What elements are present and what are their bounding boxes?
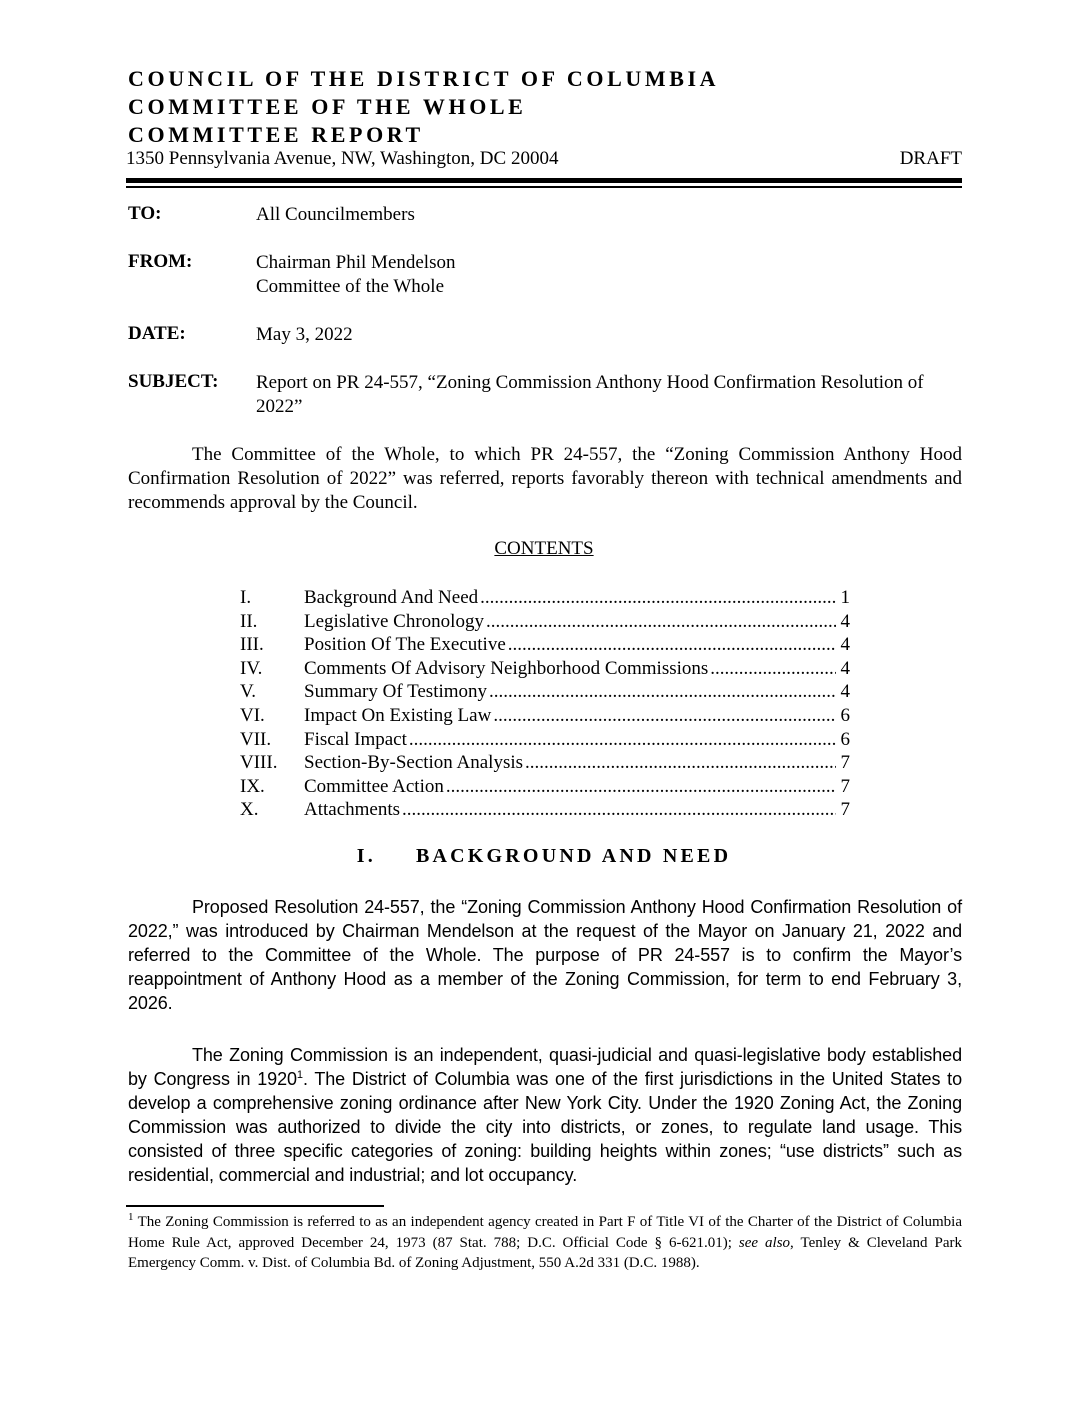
table-of-contents xyxy=(240,586,850,822)
toc-leader xyxy=(525,751,836,775)
toc-page: 4 xyxy=(840,610,850,632)
toc-page: 4 xyxy=(840,681,850,703)
paragraph-text: The Zoning Commission is an independent, quasi-judicial and quasi-legislative body established by Congress in 1920 xyxy=(128,1045,962,1089)
toc-page: 4 xyxy=(840,657,850,679)
section-number: I. xyxy=(356,845,376,867)
toc-title: Fiscal Impact xyxy=(304,728,407,750)
toc-leader xyxy=(486,610,836,634)
council-title: COUNCIL OF THE DISTRICT OF COLUMBIA xyxy=(128,66,720,91)
draft-label: DRAFT xyxy=(899,148,962,169)
toc-number: V. xyxy=(240,681,257,703)
date-value: May 3, 2022 xyxy=(256,324,353,345)
toc-page: 7 xyxy=(840,775,850,797)
toc-number: IV. xyxy=(240,657,263,679)
toc-title: Summary Of Testimony xyxy=(304,681,488,703)
to-value: All Councilmembers xyxy=(256,204,415,225)
report-title: COMMITTEE REPORT xyxy=(128,122,424,147)
section-heading xyxy=(0,845,1088,868)
section-title: BACKGROUND AND NEED xyxy=(415,845,732,867)
toc-page: 1 xyxy=(840,587,850,608)
toc-leader xyxy=(402,798,836,822)
footnote-rule xyxy=(126,1205,384,1207)
from-value-name: Chairman Phil Mendelson xyxy=(256,252,456,273)
toc-number: VI. xyxy=(240,704,265,726)
toc-title: Position Of The Executive xyxy=(304,634,506,656)
toc-title: Attachments xyxy=(304,799,401,821)
toc-row[interactable] xyxy=(240,680,850,704)
paragraph-text: Proposed Resolution 24-557, the “Zoning Commission Anthony Hood Confirmation Resolution of 2022,” was introduced by Chairman Mendelson at the request of the Mayor on January 21, 2022 and referred to the Committee of the Whole. The purpose of PR 24-557 is to confirm the Mayor’s reappointment of Anthony Hood as a member of the Zoning Commission, for term to end February 3, 2026. xyxy=(128,897,962,1013)
toc-leader xyxy=(508,633,836,657)
committee-title: COMMITTEE OF THE WHOLE xyxy=(128,94,527,119)
footnote-text: , Tenley & Cleveland Park Emergency Comm. v. Dist. of Columbia Bd. of Zoning Adjustment, 550 A.2d 331 (D.C. 1988). xyxy=(128,1234,962,1271)
toc-number: VIII. xyxy=(240,752,278,774)
intro-paragraph xyxy=(128,443,962,515)
toc-number: IX. xyxy=(240,775,265,797)
toc-row[interactable] xyxy=(240,775,850,799)
toc-number: II. xyxy=(240,610,258,632)
footnote-emphasis: see also xyxy=(738,1234,791,1251)
address-row xyxy=(126,148,962,170)
toc-row[interactable] xyxy=(240,798,850,822)
header-rule-thick xyxy=(126,178,962,183)
date-label: DATE: xyxy=(128,323,186,344)
toc-leader xyxy=(710,657,836,681)
toc-leader xyxy=(489,680,836,704)
header-rule-thin xyxy=(126,186,962,188)
toc-row[interactable] xyxy=(240,704,850,728)
toc-title: Section-By-Section Analysis xyxy=(304,752,524,774)
toc-leader xyxy=(493,704,836,728)
toc-title: Background And Need xyxy=(304,587,479,608)
toc-title: Comments Of Advisory Neighborhood Commissions xyxy=(304,657,709,679)
contents-title: CONTENTS xyxy=(494,538,594,559)
toc-leader xyxy=(446,775,836,799)
from-value-committee: Committee of the Whole xyxy=(256,276,445,297)
toc-title: Committee Action xyxy=(304,775,444,797)
toc-page: 6 xyxy=(840,728,850,750)
toc-row[interactable] xyxy=(240,610,850,634)
toc-row[interactable] xyxy=(240,657,850,681)
toc-row[interactable] xyxy=(240,751,850,775)
toc-row[interactable] xyxy=(240,586,850,610)
from-label: FROM: xyxy=(128,251,193,272)
footnote-ref[interactable]: 1 xyxy=(296,1069,303,1081)
toc-number: III. xyxy=(240,634,264,656)
toc-leader xyxy=(480,586,836,610)
toc-page: 7 xyxy=(840,799,850,821)
address: 1350 Pennsylvania Avenue, NW, Washington, DC 20004 xyxy=(126,148,559,169)
toc-number: X. xyxy=(240,799,259,821)
paragraph-text: . The District of Columbia was one of the first jurisdictions in the United States to develop a comprehensive zoning ordinance after New York City. Under the 1920 Zoning Act, the Zoning Commission was authorized to divide the city into districts, or zones, to regulate land usage. This consisted of three specific categories of zoning: building heights within zones; “use districts” such as residential, commercial and industrial; and lot occupancy. xyxy=(128,1069,962,1185)
toc-page: 4 xyxy=(840,634,850,656)
toc-number: I. xyxy=(240,587,252,608)
background-paragraph-2 xyxy=(128,1043,962,1187)
toc-row[interactable] xyxy=(240,633,850,657)
subject-value: Report on PR 24-557, “Zoning Commission Anthony Hood Confirmation Resolution of 2022” xyxy=(256,372,924,417)
toc-page: 6 xyxy=(840,704,850,726)
toc-title: Legislative Chronology xyxy=(304,610,484,632)
intro-text: The Committee of the Whole, to which PR 24-557, the “Zoning Commission Anthony Hood Confirmation Resolution of 2022” was referred, reports favorably thereon with technical amendments and recommends approval by the Council. xyxy=(128,444,962,513)
footnote-marker: 1 xyxy=(128,1211,134,1223)
toc-row[interactable] xyxy=(240,728,850,752)
to-label: TO: xyxy=(128,203,162,224)
toc-leader xyxy=(409,728,836,752)
toc-number: VII. xyxy=(240,728,272,750)
background-paragraph-1 xyxy=(128,895,962,1015)
footnote-text: The Zoning Commission is referred to as an independent agency created in Part F of Title VI of the Charter of the District of Columbia Home Rule Act, approved December 24, 1973 (87 Stat. 788; D.C. Official Code § 6-621.01); xyxy=(128,1214,962,1251)
subject-label: SUBJECT: xyxy=(128,371,219,392)
toc-title: Impact On Existing Law xyxy=(304,704,492,726)
toc-page: 7 xyxy=(840,752,850,774)
footnote xyxy=(128,1212,962,1274)
